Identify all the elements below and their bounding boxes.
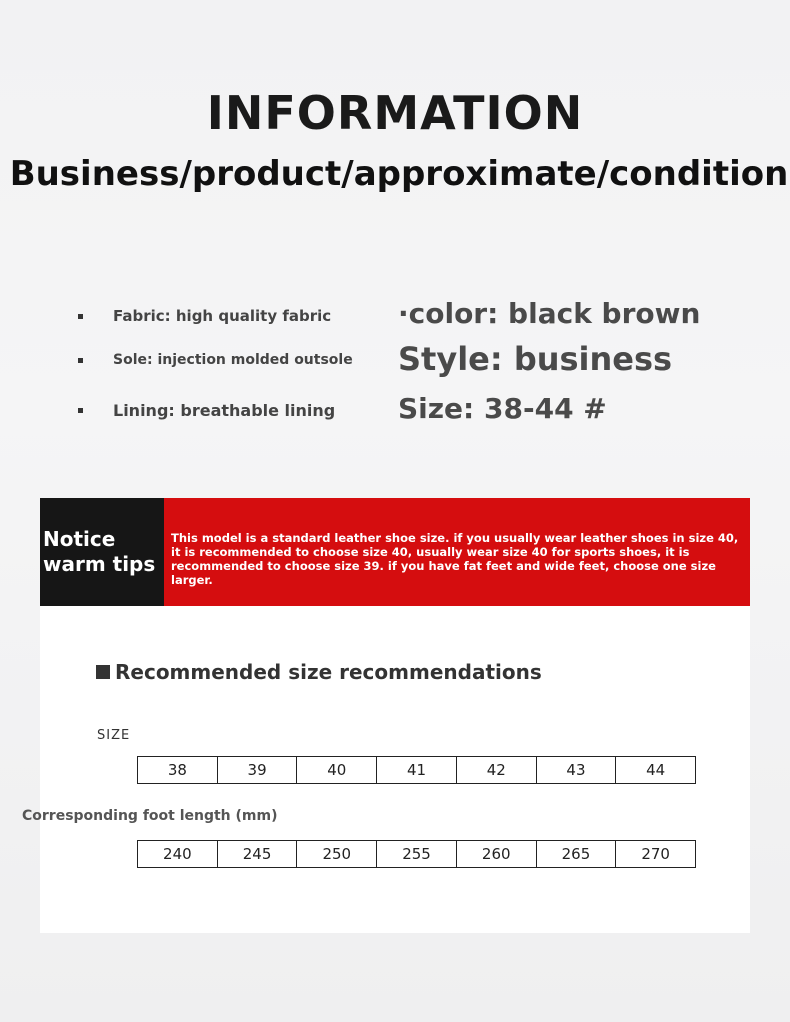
size-cell: 42 — [457, 757, 537, 783]
length-cell: 255 — [377, 841, 457, 867]
spec-text: Fabric: high quality fabric — [113, 307, 332, 325]
spec-item-lining — [78, 401, 335, 420]
spec-style: Style: business — [398, 340, 673, 378]
size-cell: 44 — [646, 761, 666, 779]
foot-length-label: Corresponding foot length (mm) — [22, 808, 278, 824]
size-cell: 43 — [537, 757, 617, 783]
spec-size: Size: 38-44 # — [398, 392, 607, 425]
foot-length-row — [137, 840, 696, 868]
spec-text: Lining: breathable lining — [113, 401, 336, 420]
page-title: INFORMATION — [206, 86, 584, 140]
recommend-heading — [96, 660, 542, 684]
bullet-icon — [78, 408, 83, 413]
spec-text: Sole: injection molded outsole — [113, 352, 353, 368]
bullet-icon — [78, 314, 83, 319]
notice-label-line1: Notice — [43, 527, 116, 551]
notice-label-line2: warm tips — [43, 552, 156, 576]
spec-item-sole — [78, 352, 353, 368]
size-cell: 41 — [377, 757, 457, 783]
notice-label — [40, 498, 164, 606]
length-cell: 270 — [641, 845, 670, 863]
size-label: SIZE — [97, 728, 131, 743]
square-icon — [96, 665, 110, 679]
notice-bar — [40, 498, 750, 606]
length-cell: 265 — [537, 841, 617, 867]
size-cell: 38 — [138, 757, 218, 783]
length-cell: 245 — [218, 841, 298, 867]
recommend-title: Recommended size recommendations — [115, 660, 542, 684]
length-cell: 260 — [457, 841, 537, 867]
spec-color: ·color: black brown — [398, 297, 701, 330]
page-subtitle: Business/product/approximate/condition — [9, 154, 789, 194]
size-row — [137, 756, 696, 784]
length-cell: 240 — [138, 841, 218, 867]
size-cell: 40 — [297, 757, 377, 783]
length-cell: 250 — [297, 841, 377, 867]
spec-item-fabric — [78, 307, 331, 325]
notice-text: This model is a standard leather shoe size. if you usually wear leather shoes in size 40, it is recommended to choose size 40, usually wear size 40 for sports shoes, it is recommended to choose size 39. if you have fat feet and wide feet, choose one size larger. — [164, 498, 750, 606]
bullet-icon — [78, 358, 83, 363]
size-cell: 39 — [218, 757, 298, 783]
